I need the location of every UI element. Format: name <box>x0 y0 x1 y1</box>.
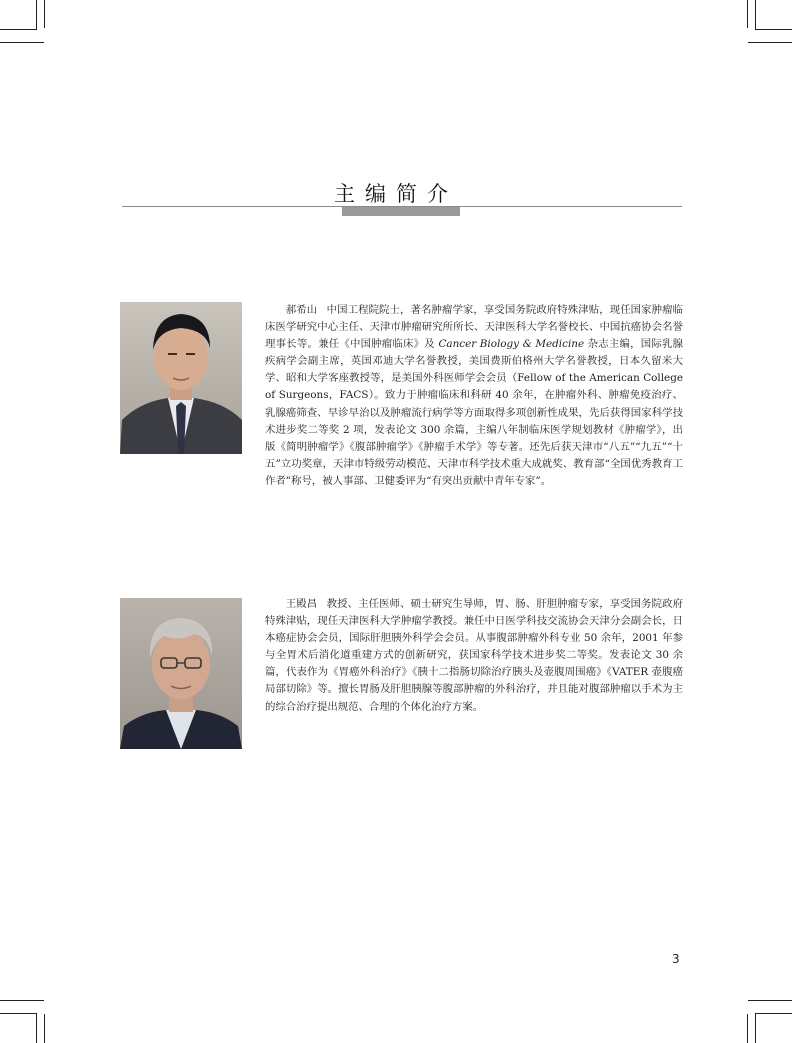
editor-bio-text-1: 中国工程院院士，著名肿瘤学家，享受国务院政府特殊津贴，现任国家肿瘤临床医学研究中心主任、天津市肿瘤研究所所长、天津医科大学名誉校长、中国抗癌协会名誉理事长等。兼任《中国肿瘤临床》及 <box>265 304 684 351</box>
page-number: 3 <box>672 952 680 966</box>
editor-name-2: 王殿昌 <box>285 598 318 610</box>
editor-bio-text-1-cont: 杂志主编，国际乳腺疾病学会副主席，英国邓迪大学名誉教授，美国费斯伯格州大学名誉教授，日本久留米大学、昭和大学客座教授等，是美国外科医师学会会员（Fellow of the American College of Surgeons，FACS）。致力于肿瘤临床和科研 40 余年，在肿瘤外科、肿瘤免疫治疗、乳腺癌筛查、早诊早治以及肿瘤流行病学等方面取得多项创新性成果，先后获得国家科学技术进步奖二等奖 2 项，发表论文 300 余篇，主编八年制临床医学规划教材《肿瘤学》，出版《简明肿瘤学》《腹部肿瘤学》《肿瘤手术学》等专著。还先后获天津市“八五”“九五”“十五”立功奖章，天津市特级劳动模范、天津市科学技术重大成就奖、教育部“全国优秀教育工作者”称号，被人事部、卫健委评为“有突出贡献中青年专家”。 <box>265 338 683 487</box>
journal-title: Cancer Biology & Medicine <box>438 338 585 351</box>
editor-photo-1 <box>120 302 242 454</box>
page-title: 主编简介 <box>334 182 458 206</box>
title-accent-bar <box>342 207 460 216</box>
editor-name-1: 郝希山 <box>285 304 318 316</box>
editor-bio-text-2: 教授、主任医师、硕士研究生导师，胃、肠、肝胆肿瘤专家，享受国务院政府特殊津贴，现任天津医科大学肿瘤学教授。兼任中日医学科技交流协会天津分会副会长，日本癌症协会会员，国际肝胆胰外科学会会员。从事腹部肿瘤外科专业 50 余年，2001 年参与全胃术后消化道重建方式的创新研究，获国家科学技术进步奖二等奖。发表论文 30 余篇，代表作为《胃癌外科治疗》《胰十二指肠切除治疗胰头及壶腹周围癌》《VATER 壶腹癌局部切除》等。擅长胃肠及肝胆胰腺等腹部肿瘤的外科治疗，并且能对腹部肿瘤以手术为主的综合治疗提出规范、合理的个体化治疗方案。 <box>265 598 684 713</box>
editor-bio-1 <box>265 302 683 490</box>
editor-photo-2 <box>120 598 242 749</box>
editor-bio-2 <box>265 596 683 716</box>
